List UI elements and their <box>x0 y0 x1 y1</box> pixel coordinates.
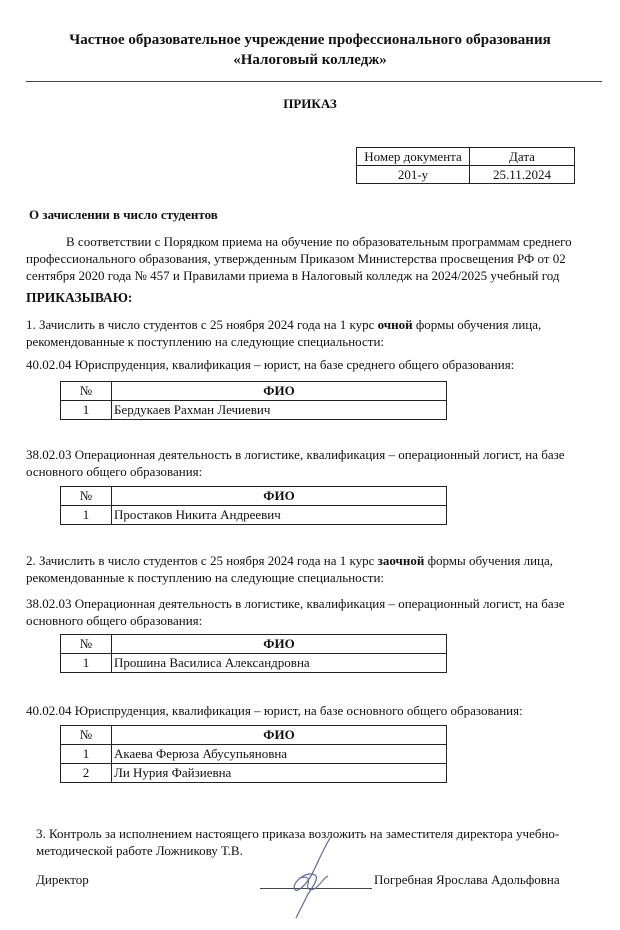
item-2-text-after: формы обучения лица, рекомендованные к поступлению на следующие специальности: <box>26 553 554 585</box>
item-1-paragraph <box>26 316 602 350</box>
student-name: Ли Нурия Файзиевна <box>112 764 447 783</box>
student-name: Простаков Никита Андреевич <box>112 506 447 525</box>
header-divider <box>26 81 602 82</box>
org-name-line2: «Налоговый колледж» <box>233 52 387 68</box>
table-row <box>61 654 447 673</box>
doc-date-value: 25.11.2024 <box>470 166 575 184</box>
table-row <box>61 764 447 783</box>
student-num: 1 <box>61 506 112 525</box>
fio-header: ФИО <box>112 382 447 401</box>
student-num: 2 <box>61 764 112 783</box>
item-3-paragraph: 3. Контроль за исполнением настоящего приказа возложить на заместителя директора учебно-методической работе Ложникову Т.В. <box>36 826 560 858</box>
fio-header: ФИО <box>112 487 447 506</box>
num-header: № <box>61 726 112 745</box>
student-num: 1 <box>61 401 112 420</box>
student-name: Бердукаев Рахман Лечиевич <box>112 401 447 420</box>
table-row <box>61 401 447 420</box>
item-2-text-before: 2. Зачислить в число студентов с 25 ноября 2024 года на 1 курс <box>26 553 378 568</box>
student-num: 1 <box>61 745 112 764</box>
item-2-bold: заочной <box>377 553 425 568</box>
item-1-bold: очной <box>377 317 413 332</box>
students-table <box>60 486 447 525</box>
fio-header: ФИО <box>112 726 447 745</box>
organization-header <box>0 30 620 70</box>
fio-header: ФИО <box>112 635 447 654</box>
signatory-position: Директор <box>36 872 89 887</box>
item-1-text-before: 1. Зачислить в число студентов с 25 ноября 2024 года на 1 курс <box>26 317 378 332</box>
order-subject: О зачислении в число студентов <box>29 207 218 222</box>
table-row <box>61 745 447 764</box>
item-2-paragraph <box>26 552 602 586</box>
specialty-line: 38.02.03 Операционная деятельность в логистике, квалификация – операционный логист, на базе основного общего образования: <box>26 596 565 628</box>
num-header: № <box>61 382 112 401</box>
students-table <box>60 634 447 673</box>
item-1-text-after: формы обучения лица, рекомендованные к поступлению на следующие специальности: <box>26 317 542 349</box>
num-header: № <box>61 487 112 506</box>
document-info-table <box>356 147 575 184</box>
student-name: Прошина Василиса Александровна <box>112 654 447 673</box>
specialty-line: 40.02.04 Юриспруденция, квалификация – юрист, на базе среднего общего образования: <box>26 357 515 372</box>
doc-number-header: Номер документа <box>357 148 470 166</box>
specialty-line: 38.02.03 Операционная деятельность в логистике, квалификация – операционный логист, на базе основного общего образования: <box>26 447 565 479</box>
specialty-line: 40.02.04 Юриспруденция, квалификация – юрист, на базе основного общего образования: <box>26 703 523 718</box>
students-table <box>60 725 447 783</box>
org-name-line1: Частное образовательное учреждение профессионального образования <box>69 32 551 48</box>
preamble-paragraph: В соответствии с Порядком приема на обучение по образовательным программам среднего профессионального образования, утвержденным Приказом Министерства просвещения РФ от 02 сентября 2020 года № 457 и Правилами приема в Налоговый колледж на 2024/2025 учебный год <box>26 234 572 283</box>
num-header: № <box>61 635 112 654</box>
table-row <box>61 506 447 525</box>
doc-date-header: Дата <box>470 148 575 166</box>
student-num: 1 <box>61 654 112 673</box>
handwritten-signature-icon <box>272 832 352 922</box>
prikazyvayu-heading: ПРИКАЗЫВАЮ: <box>26 290 133 305</box>
signatory-name: Погребная Ярослава Адольфовна <box>374 872 560 887</box>
students-table <box>60 381 447 420</box>
doc-number-value: 201-у <box>357 166 470 184</box>
order-title: ПРИКАЗ <box>283 96 337 111</box>
student-name: Акаева Ферюза Абусупьяновна <box>112 745 447 764</box>
